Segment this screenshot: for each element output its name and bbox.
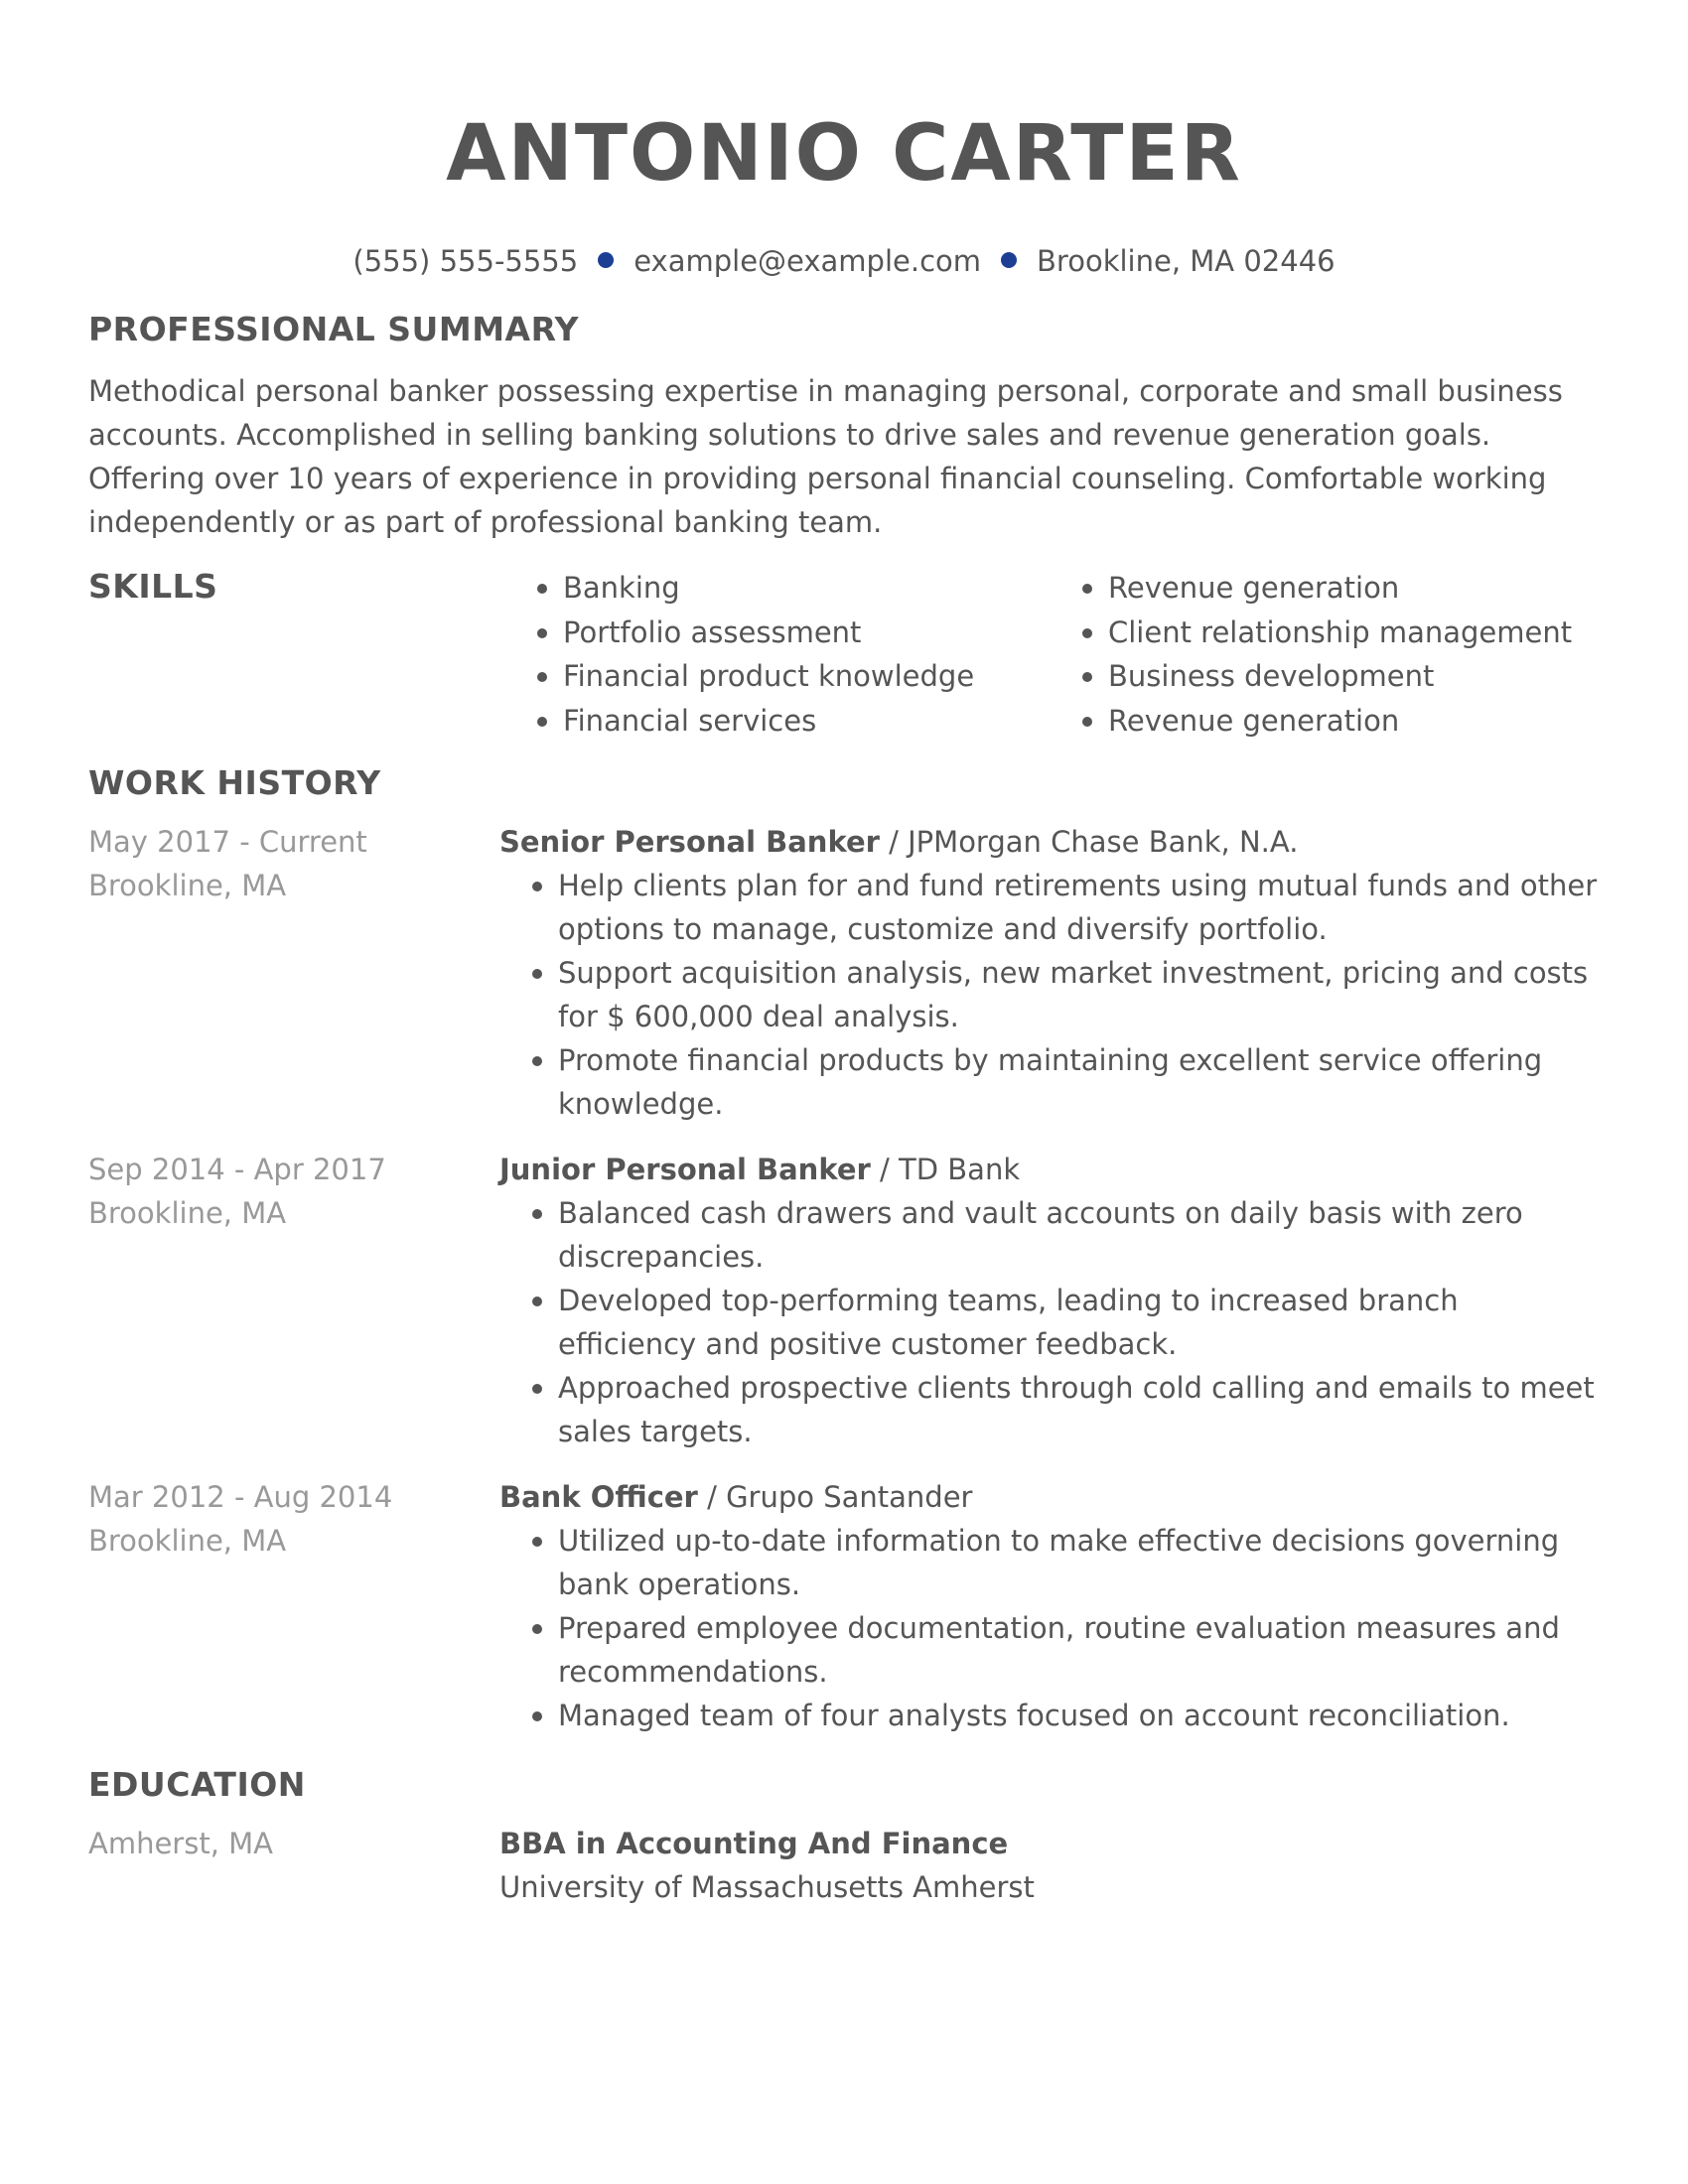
summary-text: Methodical personal banker possessing expertise in managing personal, corporate and small business accounts. Accomplished in selling banking solutions to drive sales and revenue generation goals. Offering over 10 years of experience in providing personal financial counseling. Comfortable working independently or as part of professional banking team. xyxy=(88,374,1563,539)
degree: BBA in Accounting And Finance xyxy=(499,1827,1009,1860)
summary-heading: PROFESSIONAL SUMMARY xyxy=(88,310,580,348)
job-bullet: Promote financial products by maintaining excellent service offering knowledge. xyxy=(528,1038,1602,1126)
skill-item: Financial services xyxy=(533,699,1050,744)
job-bullet: Utilized up-to-date information to make effective decisions governing bank operations. xyxy=(528,1519,1602,1606)
skill-item: Revenue generation xyxy=(1078,699,1615,744)
job-bullet: Developed top-performing teams, leading to increased branch efficiency and positive customer feedback. xyxy=(528,1279,1602,1366)
job-location: Brookline, MA xyxy=(88,869,287,902)
contact-line xyxy=(0,244,1688,278)
job-meta xyxy=(88,820,367,907)
skill-item: Banking xyxy=(533,566,1050,611)
separator-dot-icon xyxy=(598,252,614,268)
job-entry xyxy=(499,1475,1602,1737)
job-meta xyxy=(88,1148,386,1235)
job-company: / TD Bank xyxy=(870,1153,1021,1186)
education-location: Amherst, MA xyxy=(88,1827,274,1860)
skill-item: Business development xyxy=(1078,654,1615,699)
job-bullet: Balanced cash drawers and vault accounts on daily basis with zero discrepancies. xyxy=(528,1191,1602,1279)
job-title: Junior Personal Banker xyxy=(499,1153,871,1186)
job-dates: Mar 2012 - Aug 2014 xyxy=(88,1480,393,1514)
school: University of Massachusetts Amherst xyxy=(499,1870,1035,1904)
email: example@example.com xyxy=(633,244,982,278)
job-title: Senior Personal Banker xyxy=(499,825,880,859)
job-heading xyxy=(499,820,1602,864)
job-bullets xyxy=(499,1191,1602,1453)
skill-item: Client relationship management xyxy=(1078,611,1615,655)
phone: (555) 555-5555 xyxy=(352,244,579,278)
candidate-name: ANTONIO CARTER xyxy=(446,109,1242,199)
skills-column-2 xyxy=(1078,566,1615,743)
job-meta xyxy=(88,1475,392,1563)
skills-column-1 xyxy=(533,566,1050,743)
job-bullets xyxy=(499,864,1602,1126)
job-dates: Sep 2014 - Apr 2017 xyxy=(88,1153,386,1186)
work-history-heading: WORK HISTORY xyxy=(88,763,381,802)
job-location: Brookline, MA xyxy=(88,1196,287,1230)
job-heading xyxy=(499,1475,1602,1519)
job-heading xyxy=(499,1148,1602,1191)
job-bullet: Support acquisition analysis, new market investment, pricing and costs for $ 600,000 deal analysis. xyxy=(528,951,1602,1038)
job-bullet: Prepared employee documentation, routine evaluation measures and recommendations. xyxy=(528,1606,1602,1694)
skill-item: Revenue generation xyxy=(1078,566,1615,611)
education-entry xyxy=(499,1822,1602,1909)
education-heading: EDUCATION xyxy=(88,1765,306,1804)
job-dates: May 2017 - Current xyxy=(88,825,367,859)
education-meta xyxy=(88,1822,273,1865)
job-company: / Grupo Santander xyxy=(697,1480,973,1514)
skill-item: Financial product knowledge xyxy=(533,654,1050,699)
separator-dot-icon xyxy=(1001,252,1017,268)
job-bullet: Managed team of four analysts focused on account reconciliation. xyxy=(528,1694,1602,1737)
job-bullet: Help clients plan for and fund retirements using mutual funds and other options to manage, customize and diversify portfolio. xyxy=(528,864,1602,951)
job-bullet: Approached prospective clients through cold calling and emails to meet sales targets. xyxy=(528,1366,1602,1453)
job-entry xyxy=(499,1148,1602,1453)
job-location: Brookline, MA xyxy=(88,1524,287,1558)
location: Brookline, MA 02446 xyxy=(1037,244,1336,278)
skill-item: Portfolio assessment xyxy=(533,611,1050,655)
skills-heading: SKILLS xyxy=(88,567,218,606)
job-company: / JPMorgan Chase Bank, N.A. xyxy=(879,825,1299,859)
job-title: Bank Officer xyxy=(499,1480,698,1514)
job-entry xyxy=(499,820,1602,1126)
job-bullets xyxy=(499,1519,1602,1737)
